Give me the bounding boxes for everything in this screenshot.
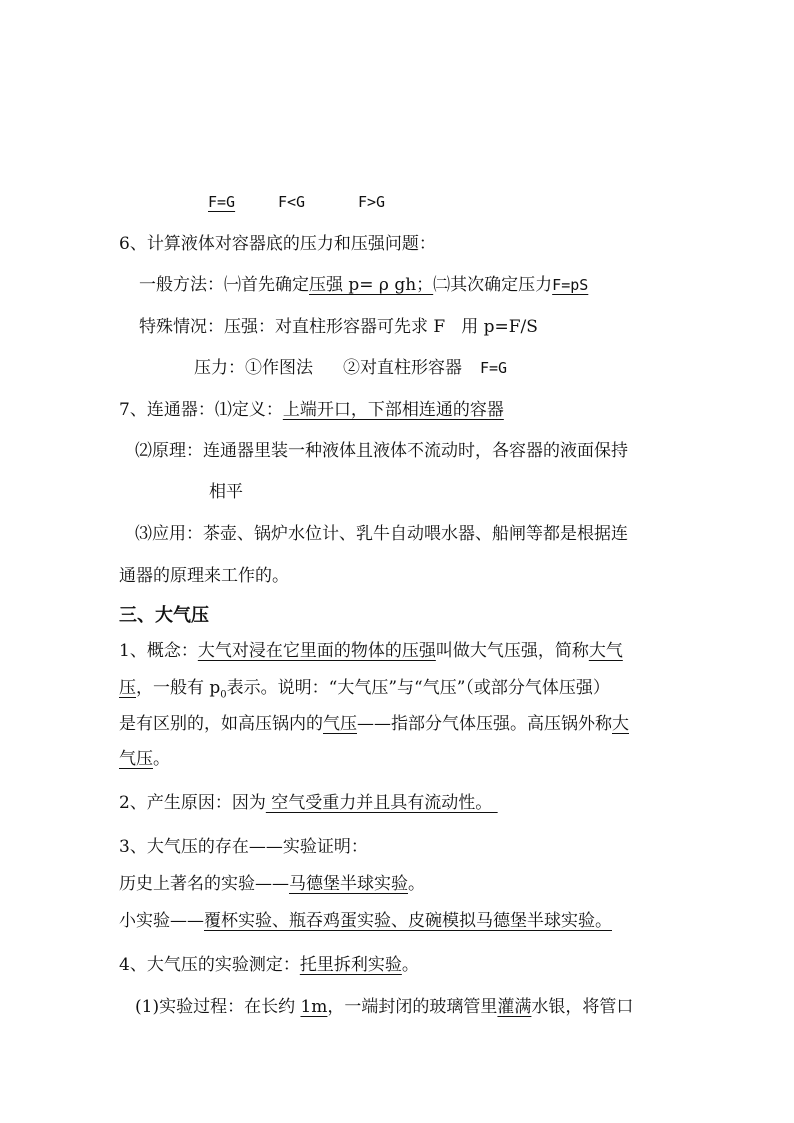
force-formula: F=pS (552, 276, 589, 294)
formula-f-lt-g: F<G (278, 193, 306, 211)
section3-heading: 三、大气压 (119, 605, 209, 626)
item6-general-method: 一般方法：㈠首先确定压强 p= ρ gh；㈡其次确定压力F=pS (139, 275, 589, 295)
connector-definition: 上端开口，下部相连通的容器 (282, 400, 504, 420)
formula-f-gt-g: F>G (358, 193, 386, 211)
measurement-line: 4、大气压的实验测定：托里拆利实验。 (119, 955, 419, 975)
concept-line2: 压，一般有 $p_0$表示。说明：“大气压”与“气压”（或部分气体压强） (119, 678, 610, 701)
existence-title: 3、大气压的存在——实验证明： (119, 837, 368, 857)
formula-f-eq-g: F=G (208, 193, 236, 211)
cause-line: 2、产生原因：因为 空气受重力并且具有流动性。 (119, 793, 498, 813)
small-experiments: 小实验——覆杯实验、瓶吞鸡蛋实验、皮碗模拟马德堡半球实验。 (119, 911, 612, 931)
item6-pressure-methods: 压力：①作图法 ②对直柱形容器 F=G (194, 358, 508, 378)
item7-principle-line2: 相平 (209, 482, 243, 502)
concept-line3: 是有区别的，如高压锅内的气压——指部分气体压强。高压锅外称大 (119, 714, 629, 734)
process-line: (1)实验过程：在长约 1m，一端封闭的玻璃管里灌满水银，将管口 (135, 997, 634, 1017)
item7-application-line2: 通器的原理来工作的。 (119, 566, 289, 586)
history-experiment: 历史上著名的实验——马德堡半球实验。 (119, 874, 425, 894)
item7-principle-line1: ⑵原理：连通器里装一种液体且液体不流动时，各容器的液面保持 (135, 441, 628, 461)
formula-row (208, 191, 386, 213)
item6-title: 6、计算液体对容器底的压力和压强问题： (119, 234, 436, 254)
pressure-formula: 压强 p= ρ gh； (309, 275, 434, 295)
item6-special-case: 特殊情况：压强：对直柱形容器可先求 F 用 p=F/S (139, 317, 538, 337)
concept-line4: 气压。 (119, 749, 170, 769)
item7-definition: 7、连通器：⑴定义：上端开口，下部相连通的容器 (119, 400, 504, 420)
concept-line1: 1、概念：大气对浸在它里面的物体的压强叫做大气压强，简称大气 (119, 641, 623, 661)
special-formula: 用 p=F/S (461, 317, 538, 337)
item7-application-line1: ⑶应用：茶壶、锅炉水位计、乳牛自动喂水器、船闸等都是根据连 (135, 524, 628, 544)
